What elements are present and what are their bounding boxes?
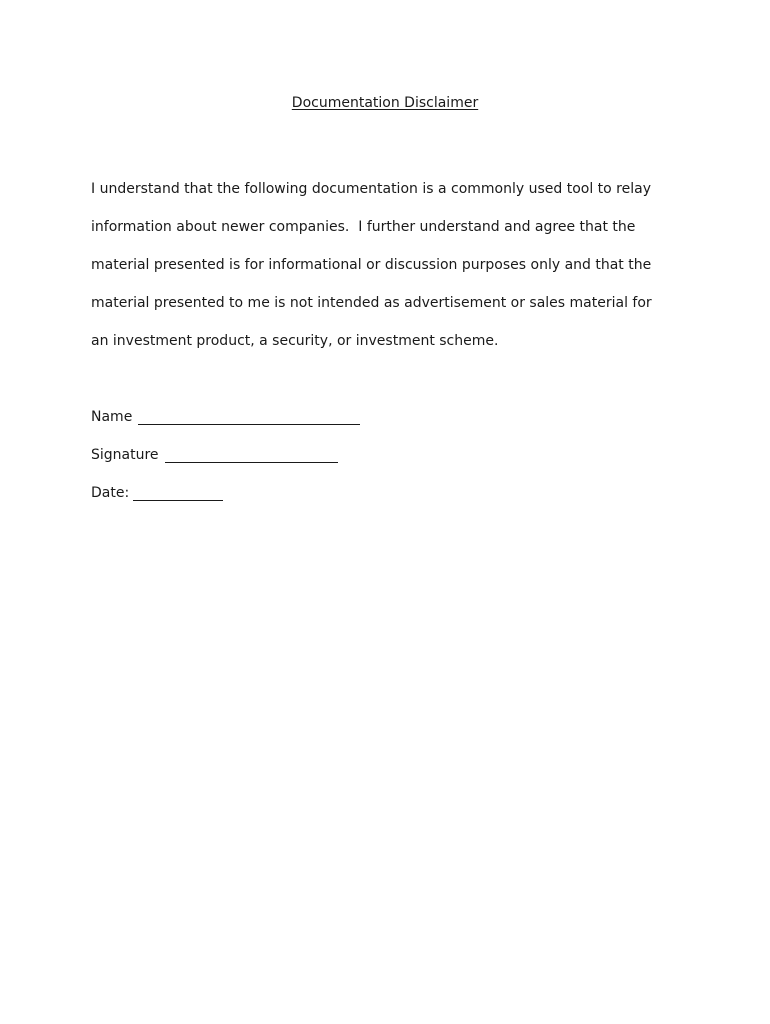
paragraph-line: material presented is for informational or discussion purposes only and that the bbox=[91, 257, 652, 273]
name-label: Name bbox=[91, 409, 133, 425]
signature-block bbox=[91, 398, 491, 512]
paragraph-line: an investment product, a security, or investment scheme. bbox=[91, 333, 499, 349]
paragraph-line: I understand that the following documentation is a commonly used tool to relay bbox=[91, 181, 651, 197]
signature-field[interactable] bbox=[165, 446, 338, 463]
name-field[interactable] bbox=[138, 408, 360, 425]
date-field[interactable] bbox=[133, 484, 223, 501]
disclaimer-paragraph bbox=[91, 170, 691, 360]
signature-label: Signature bbox=[91, 447, 159, 463]
date-label: Date: bbox=[91, 485, 130, 501]
paragraph-line: material presented to me is not intended as advertisement or sales material for bbox=[91, 295, 652, 311]
name-row bbox=[91, 398, 491, 436]
signature-row bbox=[91, 436, 491, 474]
date-row bbox=[91, 474, 491, 512]
paragraph-line: information about newer companies. I further understand and agree that the bbox=[91, 219, 636, 235]
document-title: Documentation Disclaimer bbox=[291, 95, 479, 111]
